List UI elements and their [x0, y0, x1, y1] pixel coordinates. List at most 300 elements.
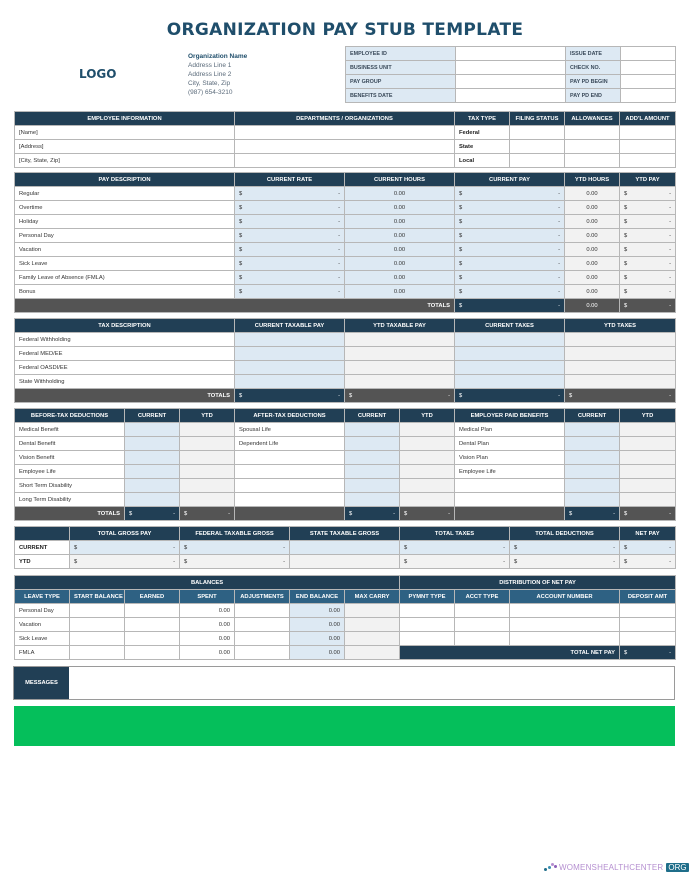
distribution-table [399, 575, 676, 660]
account-type-cell[interactable] [455, 604, 510, 618]
ytd-hours-cell[interactable]: 0.00 [565, 285, 620, 299]
employer-current-cell[interactable] [565, 465, 620, 479]
tax-table [14, 318, 676, 403]
ytd-pay-header: YTD PAY [620, 173, 676, 187]
end-balance-header: END BALANCE [290, 590, 345, 604]
net-pay-header: NET PAY [620, 527, 676, 541]
current-taxable-pay-cell[interactable] [235, 347, 345, 361]
ytd-pay-cell[interactable]: $ - [620, 257, 676, 271]
distribution-row [400, 604, 676, 618]
current-net-pay: $ - [620, 541, 676, 555]
green-banner [14, 706, 675, 746]
payment-type-cell[interactable] [400, 618, 455, 632]
employer-current-cell[interactable] [565, 493, 620, 507]
leave-type: Vacation [15, 618, 70, 632]
deposit-amount-cell[interactable] [620, 604, 676, 618]
ytd-pay-cell[interactable]: $ - [620, 215, 676, 229]
account-number-cell[interactable] [510, 604, 620, 618]
header-fields-table [345, 46, 676, 103]
ytd-taxable-pay-cell[interactable] [345, 375, 455, 389]
before-tax-current-cell[interactable] [125, 493, 180, 507]
ytd-hours-cell[interactable]: 0.00 [565, 201, 620, 215]
before-tax-current-cell[interactable] [125, 437, 180, 451]
distribution-row [400, 632, 676, 646]
footer-brand: WOMENSHEALTHCENTER [559, 862, 664, 872]
ytd-taxes-cell[interactable] [565, 347, 676, 361]
current-taxable-pay-cell[interactable] [235, 333, 345, 347]
max-carry-cell[interactable] [345, 618, 400, 632]
after-tax-ytd-header: YTD [400, 409, 455, 423]
allowances-header: ALLOWANCES [565, 112, 620, 126]
ytd-taxable-pay-cell[interactable] [345, 347, 455, 361]
department-field[interactable] [235, 126, 455, 140]
after-tax-current-cell[interactable] [345, 479, 400, 493]
phone: (987) 654-3210 [188, 89, 233, 96]
employee-city-state-zip[interactable]: [City, State, Zip] [15, 154, 235, 168]
pay-description: Regular [15, 187, 235, 201]
addl-amount-field[interactable] [620, 140, 676, 154]
after-tax-current-cell[interactable] [345, 493, 400, 507]
filing-status-field[interactable] [510, 140, 565, 154]
start-balance-cell[interactable] [70, 632, 125, 646]
current-hours-cell[interactable]: 0.00 [345, 201, 455, 215]
employee-row [15, 126, 676, 140]
ytd-pay-cell[interactable]: $ - [620, 285, 676, 299]
spent-cell: 0.00 [180, 604, 235, 618]
employer-ytd-cell[interactable] [620, 451, 676, 465]
current-rate-cell[interactable]: $ - [235, 285, 345, 299]
spent-cell: 0.00 [180, 632, 235, 646]
addl-amount-field[interactable] [620, 126, 676, 140]
ytd-hours-cell[interactable]: 0.00 [565, 229, 620, 243]
employer-current-cell[interactable] [565, 479, 620, 493]
total-ytd-pay: $ - [620, 299, 676, 313]
current-rate-cell[interactable]: $ - [235, 257, 345, 271]
current-taxable-pay-cell[interactable] [235, 361, 345, 375]
deductions-table [14, 408, 676, 521]
ytd-hours-cell[interactable]: 0.00 [565, 271, 620, 285]
before-tax-ytd-header: YTD [180, 409, 235, 423]
tax-type-local: Local [455, 154, 510, 168]
employer-current-total: $ - [565, 507, 620, 521]
tax-description: Federal MED/EE [15, 347, 235, 361]
distribution-row [400, 618, 676, 632]
pay-description: Vacation [15, 243, 235, 257]
current-hours-cell[interactable]: 0.00 [345, 243, 455, 257]
earned-cell[interactable] [125, 632, 180, 646]
before-tax-current-cell[interactable] [125, 423, 180, 437]
filing-status-header: FILING STATUS [510, 112, 565, 126]
addl-amount-header: ADD'L AMOUNT [620, 112, 676, 126]
ytd-pay-cell[interactable]: $ - [620, 229, 676, 243]
pay-period-end-label: PAY PD END [566, 89, 621, 103]
total-ytd-taxable-pay: $ - [345, 389, 455, 403]
messages-label: MESSAGES [14, 667, 69, 699]
filing-status-field[interactable] [510, 154, 565, 168]
check-no-field[interactable] [621, 61, 676, 75]
ytd-hours-header: YTD HOURS [565, 173, 620, 187]
deduction-row [15, 451, 676, 465]
ytd-taxes-header: YTD TAXES [565, 319, 676, 333]
before-tax-current-cell[interactable] [125, 465, 180, 479]
employer-benefit-item: Dental Plan [455, 437, 565, 451]
before-tax-deductions-header: BEFORE-TAX DEDUCTIONS [15, 409, 125, 423]
before-tax-ytd-cell[interactable] [180, 423, 235, 437]
check-no-label: CHECK NO. [566, 61, 621, 75]
summary-corner-header [15, 527, 70, 541]
employer-benefit-item: Medical Plan [455, 423, 565, 437]
pay-description-header: PAY DESCRIPTION [15, 173, 235, 187]
current-hours-cell[interactable]: 0.00 [345, 187, 455, 201]
current-rate-cell[interactable]: $ - [235, 201, 345, 215]
issue-date-field[interactable] [621, 47, 676, 61]
ytd-pay-cell[interactable]: $ - [620, 187, 676, 201]
after-tax-ytd-cell[interactable] [400, 493, 455, 507]
employer-benefit-item[interactable] [455, 479, 565, 493]
ytd-gross-pay: $ - [70, 555, 180, 569]
leave-type: Sick Leave [15, 632, 70, 646]
balance-row [15, 646, 400, 660]
before-tax-current-cell[interactable] [125, 479, 180, 493]
current-taxes-cell[interactable] [455, 347, 565, 361]
ytd-taxable-pay-cell[interactable] [345, 333, 455, 347]
addl-amount-field[interactable] [620, 154, 676, 168]
employee-row [15, 140, 676, 154]
ytd-total-deductions: $ - [510, 555, 620, 569]
deposit-amount-cell[interactable] [620, 632, 676, 646]
dots-logo-icon [544, 862, 556, 872]
current-rate-cell[interactable]: $ - [235, 187, 345, 201]
summary-table [14, 526, 676, 569]
current-taxes-cell[interactable] [455, 333, 565, 347]
current-pay-cell: $ - [455, 257, 565, 271]
tax-totals-label: TOTALS [15, 389, 235, 403]
employer-ytd-cell[interactable] [620, 493, 676, 507]
employee-id-field[interactable] [456, 47, 566, 61]
tax-description: State Withholding [15, 375, 235, 389]
department-field[interactable] [235, 140, 455, 154]
distribution-title: DISTRIBUTION OF NET PAY [400, 576, 676, 590]
after-tax-ytd-cell[interactable] [400, 423, 455, 437]
federal-taxable-gross-header: FEDERAL TAXABLE GROSS [180, 527, 290, 541]
address-line-1: Address Line 1 [188, 62, 232, 69]
after-tax-item[interactable] [235, 465, 345, 479]
employer-current-header: CURRENT [565, 409, 620, 423]
ytd-taxes-cell[interactable] [565, 375, 676, 389]
adjustments-cell[interactable] [235, 632, 290, 646]
tax-type-state: State [455, 140, 510, 154]
pay-totals-row [15, 299, 676, 313]
pay-group-label: PAY GROUP [346, 75, 456, 89]
employer-ytd-cell[interactable] [620, 437, 676, 451]
adjustments-cell[interactable] [235, 604, 290, 618]
account-type-cell[interactable] [455, 618, 510, 632]
ytd-hours-cell[interactable]: 0.00 [565, 243, 620, 257]
total-deductions-header: TOTAL DEDUCTIONS [510, 527, 620, 541]
tax-row [15, 375, 676, 389]
business-unit-field[interactable] [456, 61, 566, 75]
summary-row-label: YTD [15, 555, 70, 569]
employee-address[interactable]: [Address] [15, 140, 235, 154]
before-tax-ytd-cell[interactable] [180, 451, 235, 465]
current-pay-header: CURRENT PAY [455, 173, 565, 187]
deduction-row [15, 465, 676, 479]
total-net-pay-row [400, 646, 676, 660]
before-tax-ytd-cell[interactable] [180, 437, 235, 451]
account-type-header: ACCT TYPE [455, 590, 510, 604]
after-tax-item: Dependent Life [235, 437, 345, 451]
after-tax-ytd-total: $ - [400, 507, 455, 521]
ytd-total-taxes: $ - [400, 555, 510, 569]
max-carry-header: MAX CARRY [345, 590, 400, 604]
before-tax-current-header: CURRENT [125, 409, 180, 423]
current-rate-cell[interactable]: $ - [235, 243, 345, 257]
end-balance-cell: 0.00 [290, 618, 345, 632]
ytd-pay-cell[interactable]: $ - [620, 243, 676, 257]
pay-row [15, 229, 676, 243]
max-carry-cell[interactable] [345, 646, 400, 660]
ytd-federal-taxable-gross: $ - [180, 555, 290, 569]
ytd-taxable-pay-header: YTD TAXABLE PAY [345, 319, 455, 333]
ytd-net-pay: $ - [620, 555, 676, 569]
current-taxable-pay-cell[interactable] [235, 375, 345, 389]
benefits-date-field[interactable] [456, 89, 566, 103]
allowances-field[interactable] [565, 140, 620, 154]
deduction-row [15, 479, 676, 493]
payment-type-cell[interactable] [400, 632, 455, 646]
employer-ytd-cell[interactable] [620, 465, 676, 479]
allowances-field[interactable] [565, 126, 620, 140]
current-pay-cell: $ - [455, 285, 565, 299]
employee-name[interactable]: [Name] [15, 126, 235, 140]
deductions-totals-row [15, 507, 676, 521]
ytd-hours-cell[interactable]: 0.00 [565, 257, 620, 271]
ytd-taxable-pay-cell[interactable] [345, 361, 455, 375]
page-title: ORGANIZATION PAY STUB TEMPLATE [166, 20, 524, 40]
city-state-zip: City, State, Zip [188, 80, 231, 87]
employer-current-cell[interactable] [565, 437, 620, 451]
ytd-pay-cell[interactable]: $ - [620, 201, 676, 215]
allowances-field[interactable] [565, 154, 620, 168]
current-rate-header: CURRENT RATE [235, 173, 345, 187]
employer-ytd-cell[interactable] [620, 479, 676, 493]
before-tax-item: Long Term Disability [15, 493, 125, 507]
adjustments-cell[interactable] [235, 618, 290, 632]
employer-ytd-cell[interactable] [620, 423, 676, 437]
current-federal-taxable-gross: $ - [180, 541, 290, 555]
tax-row [15, 347, 676, 361]
pay-row [15, 215, 676, 229]
current-hours-cell[interactable]: 0.00 [345, 285, 455, 299]
before-tax-ytd-cell[interactable] [180, 479, 235, 493]
after-tax-current-total: $ - [345, 507, 400, 521]
before-tax-current-total: $ - [125, 507, 180, 521]
tax-description: Federal OASDI/EE [15, 361, 235, 375]
before-tax-ytd-cell[interactable] [180, 465, 235, 479]
current-pay-cell: $ - [455, 271, 565, 285]
filing-status-field[interactable] [510, 126, 565, 140]
earned-cell[interactable] [125, 604, 180, 618]
current-taxes-header: CURRENT TAXES [455, 319, 565, 333]
deduction-row [15, 437, 676, 451]
after-tax-current-cell[interactable] [345, 437, 400, 451]
balance-row [15, 604, 400, 618]
pay-description: Personal Day [15, 229, 235, 243]
after-tax-ytd-cell[interactable] [400, 465, 455, 479]
earned-header: EARNED [125, 590, 180, 604]
spent-cell: 0.00 [180, 646, 235, 660]
current-rate-cell[interactable]: $ - [235, 215, 345, 229]
adjustments-cell[interactable] [235, 646, 290, 660]
current-rate-cell[interactable]: $ - [235, 271, 345, 285]
before-tax-item: Vision Benefit [15, 451, 125, 465]
max-carry-cell[interactable] [345, 604, 400, 618]
employee-information-header: EMPLOYEE INFORMATION [15, 112, 235, 126]
total-taxes-header: TOTAL TAXES [400, 527, 510, 541]
ytd-hours-cell[interactable]: 0.00 [565, 187, 620, 201]
account-type-cell[interactable] [455, 632, 510, 646]
after-tax-ytd-cell[interactable] [400, 451, 455, 465]
employee-id-label: EMPLOYEE ID [346, 47, 456, 61]
summary-ytd-row [15, 555, 676, 569]
pay-row [15, 243, 676, 257]
pay-totals-label: TOTALS [15, 299, 455, 313]
current-rate-cell[interactable]: $ - [235, 229, 345, 243]
before-tax-ytd-cell[interactable] [180, 493, 235, 507]
total-current-taxable-pay: $ - [235, 389, 345, 403]
tax-description-header: TAX DESCRIPTION [15, 319, 235, 333]
deduction-row [15, 493, 676, 507]
start-balance-cell[interactable] [70, 604, 125, 618]
total-current-pay: $ - [455, 299, 565, 313]
after-tax-totals-spacer [235, 507, 345, 521]
deductions-totals-label: TOTALS [15, 507, 125, 521]
pay-period-begin-field[interactable] [621, 75, 676, 89]
pay-row [15, 257, 676, 271]
employer-totals-spacer [455, 507, 565, 521]
ytd-taxes-cell[interactable] [565, 333, 676, 347]
current-gross-pay: $ - [70, 541, 180, 555]
business-unit-label: BUSINESS UNIT [346, 61, 456, 75]
after-tax-current-cell[interactable] [345, 451, 400, 465]
pay-period-end-field[interactable] [621, 89, 676, 103]
issue-date-label: ISSUE DATE [566, 47, 621, 61]
footer-logo [544, 862, 689, 872]
employer-current-cell[interactable] [565, 423, 620, 437]
account-number-cell[interactable] [510, 632, 620, 646]
account-number-cell[interactable] [510, 618, 620, 632]
current-total-deductions: $ - [510, 541, 620, 555]
ytd-hours-cell[interactable]: 0.00 [565, 215, 620, 229]
address-line-2: Address Line 2 [188, 71, 232, 78]
current-pay-cell: $ - [455, 201, 565, 215]
account-number-header: ACCOUNT NUMBER [510, 590, 620, 604]
employer-paid-benefits-header: EMPLOYER PAID BENEFITS [455, 409, 565, 423]
pay-group-field[interactable] [456, 75, 566, 89]
balances-table [14, 575, 400, 660]
department-field[interactable] [235, 154, 455, 168]
start-balance-cell[interactable] [70, 618, 125, 632]
footer-badge: ORG [668, 862, 687, 872]
after-tax-ytd-cell[interactable] [400, 479, 455, 493]
after-tax-item[interactable] [235, 451, 345, 465]
earned-cell[interactable] [125, 618, 180, 632]
before-tax-item: Employee Life [15, 465, 125, 479]
employer-ytd-total: $ - [620, 507, 676, 521]
max-carry-cell[interactable] [345, 632, 400, 646]
total-gross-pay-header: TOTAL GROSS PAY [70, 527, 180, 541]
ytd-pay-cell[interactable]: $ - [620, 271, 676, 285]
total-current-taxes: $ - [455, 389, 565, 403]
employer-current-cell[interactable] [565, 451, 620, 465]
current-total-taxes: $ - [400, 541, 510, 555]
organization-name: Organization Name [188, 53, 248, 60]
pay-description: Holiday [15, 215, 235, 229]
current-state-taxable-gross[interactable] [290, 541, 400, 555]
after-tax-item[interactable] [235, 479, 345, 493]
end-balance-cell: 0.00 [290, 632, 345, 646]
employee-row [15, 154, 676, 168]
employer-benefit-item: Employee Life [455, 465, 565, 479]
after-tax-current-header: CURRENT [345, 409, 400, 423]
pay-row [15, 187, 676, 201]
tax-totals-row [15, 389, 676, 403]
departments-header: DEPARTMENTS / ORGANIZATIONS [235, 112, 455, 126]
deduction-row [15, 423, 676, 437]
after-tax-current-cell[interactable] [345, 423, 400, 437]
after-tax-item[interactable] [235, 493, 345, 507]
deposit-amount-cell[interactable] [620, 618, 676, 632]
before-tax-item: Short Term Disability [15, 479, 125, 493]
earned-cell[interactable] [125, 646, 180, 660]
total-ytd-hours: 0.00 [565, 299, 620, 313]
pay-description: Family Leave of Absence (FMLA) [15, 271, 235, 285]
pay-row [15, 285, 676, 299]
adjustments-header: ADJUSTMENTS [235, 590, 290, 604]
pay-description: Bonus [15, 285, 235, 299]
current-hours-cell[interactable]: 0.00 [345, 271, 455, 285]
before-tax-current-cell[interactable] [125, 451, 180, 465]
payment-type-cell[interactable] [400, 604, 455, 618]
tax-description: Federal Withholding [15, 333, 235, 347]
payment-type-header: PYMNT TYPE [400, 590, 455, 604]
employer-benefit-item[interactable] [455, 493, 565, 507]
current-hours-cell[interactable]: 0.00 [345, 215, 455, 229]
pay-row [15, 271, 676, 285]
total-net-pay-label: TOTAL NET PAY [400, 646, 620, 660]
current-taxes-cell[interactable] [455, 375, 565, 389]
after-tax-item: Spousal Life [235, 423, 345, 437]
end-balance-cell: 0.00 [290, 604, 345, 618]
leave-type: Personal Day [15, 604, 70, 618]
ytd-taxes-cell[interactable] [565, 361, 676, 375]
current-hours-cell[interactable]: 0.00 [345, 257, 455, 271]
current-pay-cell: $ - [455, 243, 565, 257]
tax-row [15, 361, 676, 375]
after-tax-ytd-cell[interactable] [400, 437, 455, 451]
messages-field[interactable] [69, 667, 674, 699]
current-hours-cell[interactable]: 0.00 [345, 229, 455, 243]
before-tax-ytd-total: $ - [180, 507, 235, 521]
current-pay-cell: $ - [455, 187, 565, 201]
current-taxes-cell[interactable] [455, 361, 565, 375]
after-tax-current-cell[interactable] [345, 465, 400, 479]
ytd-state-taxable-gross[interactable] [290, 555, 400, 569]
leave-type-header: LEAVE TYPE [15, 590, 70, 604]
start-balance-cell[interactable] [70, 646, 125, 660]
spent-header: SPENT [180, 590, 235, 604]
spent-cell: 0.00 [180, 618, 235, 632]
